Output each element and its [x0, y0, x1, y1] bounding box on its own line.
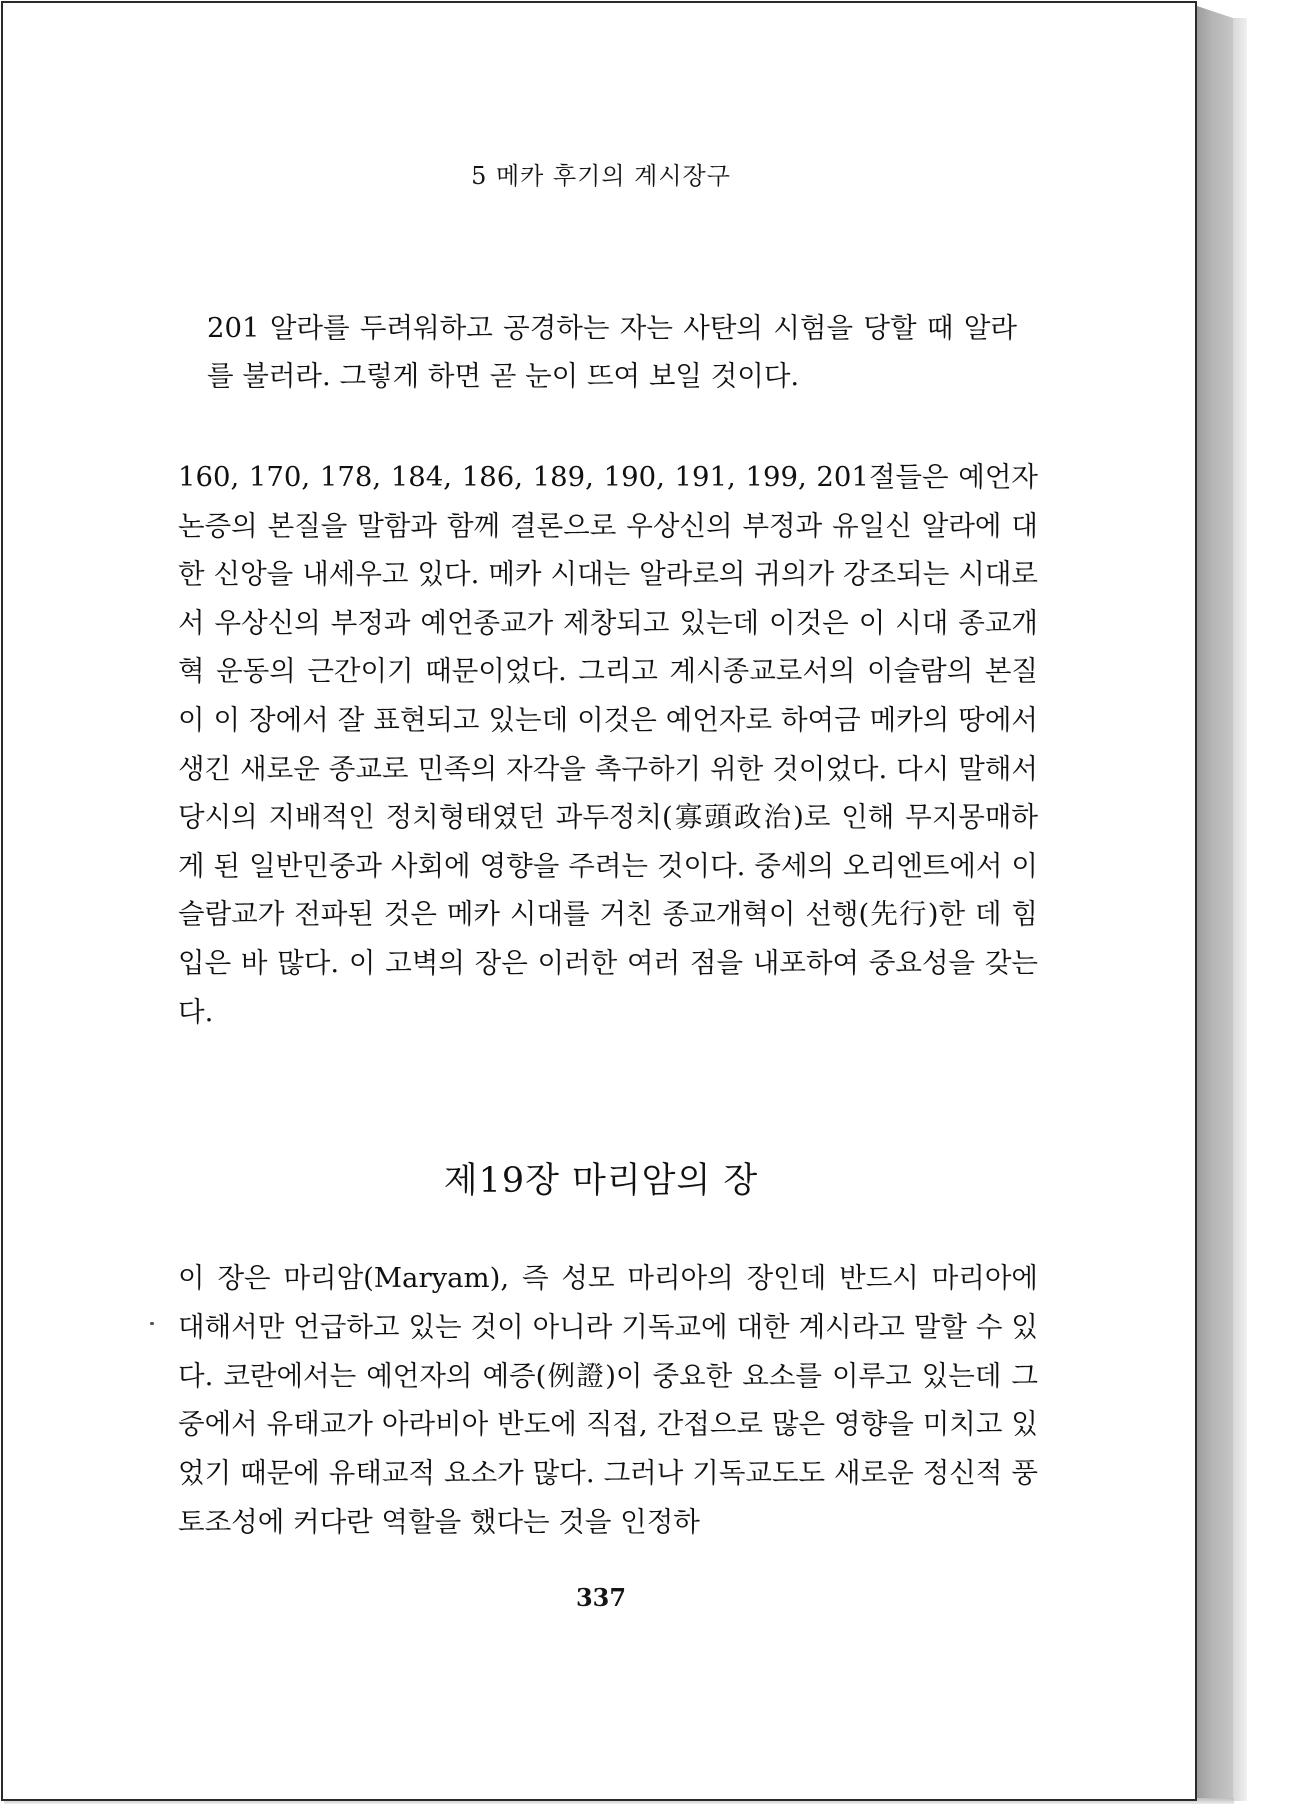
- page-edge: [1197, 6, 1233, 1801]
- chapter-heading: 제19장 마리암의 장: [443, 1161, 759, 1201]
- running-head: 5 메카 후기의 계시장구: [471, 162, 731, 190]
- chapter-intro-paragraph: [178, 1254, 1038, 1547]
- print-speck: [150, 1322, 154, 1325]
- book-page: [1, 1, 1197, 1801]
- paragraph-2-text: 이 장은 마리암(Maryam), 즉 성모 마리아의 장인데 반드시 마리아에 대해서만 언급하고 있는 것이 아니라 기독교에 대한 계시라고 말할 수 있다. 코란에서는 예언자의 예증(例證)이 중요한 요소를 이루고 있는데 그중에서 유태교가 아라비아 반도에 직접, 간접으로 많은 영향을 미치고 있었기 때문에 유태교적 요소가 많다. 그러나 기독교도도 새로운 정신적 풍토조성에 커다란 역할을 했다는 것을 인정하: [178, 1262, 1038, 1538]
- page-edge-shadow: [1233, 18, 1247, 1801]
- verse-text: 201 알라를 두려워하고 공경하는 자는 사탄의 시험을 당할 때 알라를 불러라. 그렇게 하면 곧 눈이 뜨여 보일 것이다.: [207, 312, 1017, 392]
- verse-201: [207, 304, 1017, 400]
- page-number: 337: [575, 1583, 627, 1612]
- commentary-paragraph: [178, 453, 1038, 1036]
- paragraph-1-text: 160, 170, 178, 184, 186, 189, 190, 191, 199, 201절들은 예언자 논증의 본질을 말함과 함께 결론으로 우상신의 부정과 유일신 알라에 대한 신앙을 내세우고 있다. 메카 시대는 알라로의 귀의가 강조되는 시대로서 우상신의 부정과 예언종교가 제창되고 있는데 이것은 이 시대 종교개혁 운동의 근간이기 때문이었다. 그리고 계시종교로서의 이슬람의 본질이 이 장에서 잘 표현되고 있는데 이것은 예언자로 하여금 메카의 땅에서 생긴 새로운 종교로 민족의 자각을 촉구하기 위한 것이었다. 다시 말해서 당시의 지배적인 정치형태였던 과두정치(寡頭政治)로 인해 무지몽매하게 된 일반민중과 사회에 영향을 주려는 것이다. 중세의 오리엔트에서 이슬람교가 전파된 것은 메카 시대를 거친 종교개혁이 선행(先行)한 데 힘입은 바 많다. 이 고벽의 장은 이러한 여러 점을 내포하여 중요성을 갖는다.: [178, 461, 1038, 1028]
